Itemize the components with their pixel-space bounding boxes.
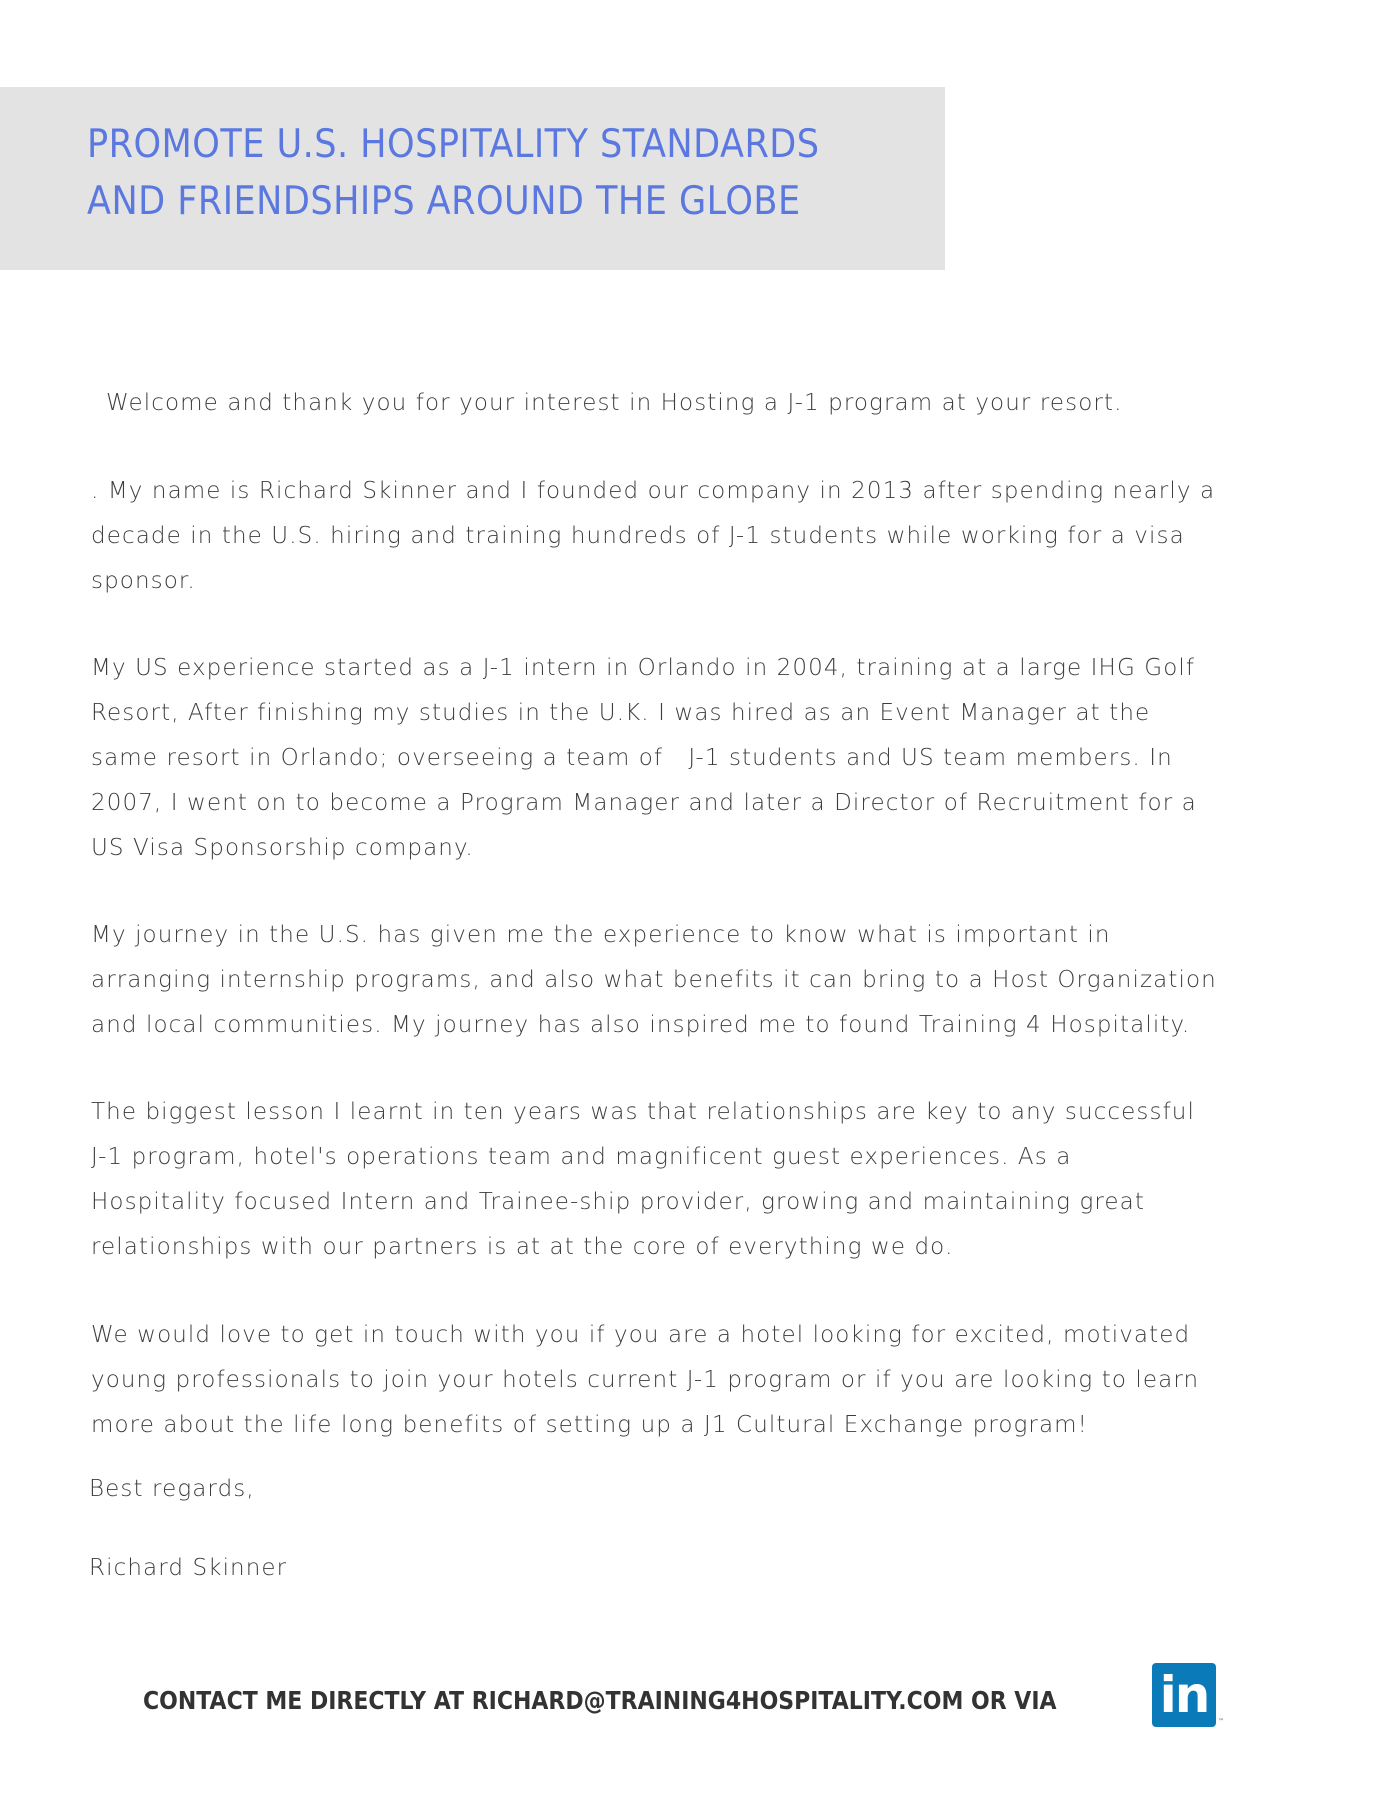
linkedin-icon[interactable]: in: [1152, 1663, 1216, 1727]
text-line: We would love to get in touch with you if you are a hotel looking for excited, motivated: [91, 1322, 1191, 1348]
paragraph-experience: [91, 646, 1197, 871]
text-line: Hospitality focused Intern and Trainee-ship provider, growing and maintaining great: [91, 1189, 1145, 1215]
text-line: Resort, After finishing my studies in the U.K. I was hired as an Event Manager at the: [91, 700, 1151, 726]
text-line: My US experience started as a J-1 intern in Orlando in 2004, training at a large IHG Golf: [91, 655, 1196, 681]
header-title-line1: PROMOTE U.S. HOSPITALITY STANDARDS: [87, 122, 820, 167]
text-line: arranging internship programs, and also what benefits it can bring to a Host Organization: [91, 967, 1217, 993]
signature: Richard Skinner: [89, 1555, 288, 1581]
paragraph-intro: [91, 469, 1215, 604]
text-line: sponsor.: [91, 568, 196, 594]
text-line: US Visa Sponsorship company.: [91, 835, 474, 861]
text-line: 2007, I went on to become a Program Manager and later a Director of Recruitment for a: [91, 790, 1197, 816]
closing: Best regards,: [89, 1476, 255, 1502]
text-line: . My name is Richard Skinner and I founded our company in 2013 after spending nearly a: [91, 478, 1216, 504]
text-line: decade in the U.S. hiring and training hundreds of J-1 students while working for a visa: [91, 523, 1185, 549]
header-banner: [0, 87, 945, 270]
text-line: young professionals to join your hotels current J-1 program or if you are looking to learn: [91, 1367, 1200, 1393]
text-line: The biggest lesson I learnt in ten years was that relationships are key to any successful: [91, 1099, 1195, 1125]
contact-line: CONTACT ME DIRECTLY AT RICHARD@TRAINING4HOSPITALITY.COM OR VIA: [143, 1686, 1057, 1715]
paragraph-welcome: [106, 381, 1123, 426]
paragraph-journey: [91, 913, 1217, 1048]
text-line: Welcome and thank you for your interest in Hosting a J-1 program at your resort.: [106, 390, 1123, 416]
text-line: and local communities. My journey has also inspired me to found Training 4 Hospitality.: [91, 1012, 1191, 1038]
text-line: J-1 program, hotel's operations team and magnificent guest experiences. As a: [91, 1144, 1072, 1170]
paragraph-contact-invite: [91, 1313, 1199, 1448]
header-title-line2: AND FRIENDSHIPS AROUND THE GLOBE: [87, 179, 801, 224]
text-line: My journey in the U.S. has given me the experience to know what is important in: [91, 922, 1111, 948]
text-line: relationships with our partners is at at the core of everything we do.: [91, 1234, 954, 1260]
text-line: more about the life long benefits of setting up a J1 Cultural Exchange program!: [91, 1412, 1089, 1438]
text-line: same resort in Orlando; overseeing a team of J-1 students and US team members. In: [91, 745, 1173, 771]
paragraph-lesson: [91, 1090, 1195, 1270]
trademark-mark: ™: [1218, 1718, 1224, 1725]
